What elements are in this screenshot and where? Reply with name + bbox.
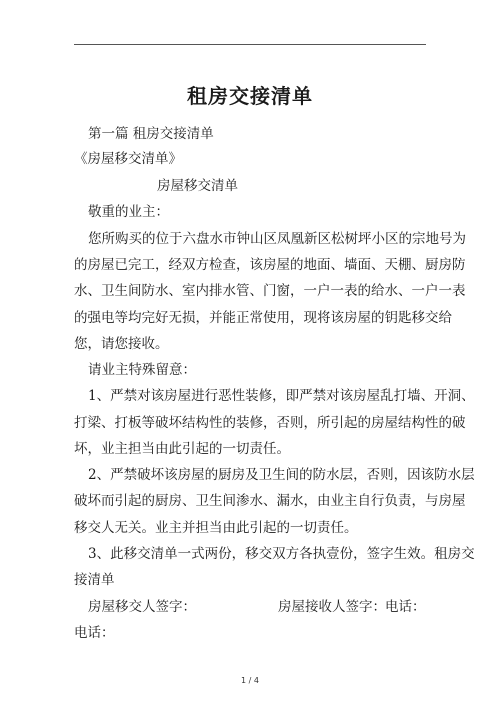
document-title: 租房交接清单: [187, 84, 313, 108]
receiver-phone-label: 电话：: [385, 599, 426, 615]
para1-line-1: 您所购买的位于六盘水市钟山区凤凰新区松树坪小区的宗地号为: [88, 231, 466, 247]
header-rule: [74, 44, 426, 45]
receiver-signature-label: 房屋接收人签字：: [278, 599, 386, 615]
sub-title: 房屋移交清单: [157, 178, 238, 194]
salutation: 敬重的业主：: [88, 204, 169, 220]
deliverer-signature-label: 房屋移交人签字：: [88, 599, 196, 615]
para1-line-3: 水、卫生间防水、室内排水管、门窗，一户一表的给水、一户一表: [74, 283, 466, 299]
item2-line-1: 2、严禁破坏该房屋的厨房及卫生间的防水层，否则，因该防水层: [88, 467, 475, 483]
deliverer-phone-label: 电话：: [74, 625, 115, 641]
section-heading: 第一篇 租房交接清单: [88, 126, 214, 142]
para1-line-2: 的房屋已完工，经双方检查，该房屋的地面、墙面、天棚、厨房防: [74, 257, 466, 273]
para1-line-5: 您，请您接收。: [74, 336, 169, 352]
item1-line-1: 1、严禁对该房屋进行恶性装修，即严禁对该房屋乱打墙、开洞、: [88, 388, 475, 404]
item2-line-3: 移交人无关。业主并担当由此引起的一切责任。: [74, 520, 358, 536]
item3-line-1: 3、此移交清单一式两份，移交双方各执壹份，签字生效。租房交: [88, 546, 475, 562]
para1-line-4: 的强电等均完好无损，并能正常使用，现将该房屋的钥匙移交给: [74, 310, 452, 326]
item1-line-2: 打梁、打板等破坏结构性的装修，否则，所引起的房屋结构性的破: [74, 415, 466, 431]
item1-line-3: 坏，业主担当由此引起的一切责任。: [74, 441, 290, 457]
item2-line-2: 破坏而引起的厨房、卫生间渗水、漏水，由业主自行负责，与房屋: [74, 493, 466, 509]
page-number: 1 / 4: [241, 676, 259, 685]
notice-heading: 请业主特殊留意：: [88, 362, 196, 378]
book-title: 《房屋移交清单》: [74, 151, 182, 167]
item3-line-2: 接清单: [74, 572, 115, 588]
